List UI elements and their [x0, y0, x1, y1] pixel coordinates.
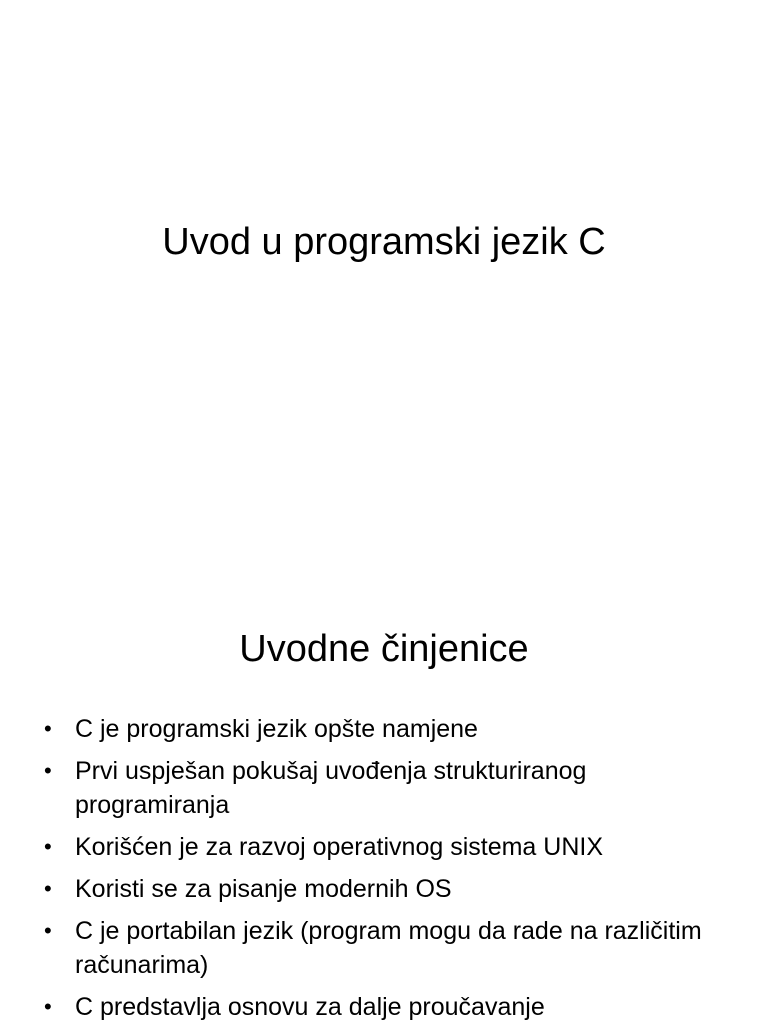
- bullet-icon: •: [44, 994, 52, 1019]
- list-item-text: Prvi uspješan pokušaj uvođenja strukturiranog programiranja: [75, 757, 587, 819]
- list-item-text: Korišćen je za razvoj operativnog sistema UNIX: [75, 833, 604, 861]
- list-item-text: C je programski jezik opšte namjene: [75, 715, 478, 743]
- list-item: [44, 830, 744, 864]
- list-item: [44, 712, 744, 746]
- list-item-text: C je portabilan jezik (program mogu da rade na različitim računarima): [75, 917, 702, 979]
- bullet-icon: •: [44, 876, 52, 901]
- slide-intro-facts: [0, 576, 768, 1024]
- bullet-icon: •: [44, 716, 52, 741]
- bullet-icon: •: [44, 758, 52, 783]
- slide-heading: Uvodne činjenice: [239, 628, 529, 670]
- list-item: [44, 990, 744, 1024]
- list-item: [44, 754, 744, 822]
- bullet-list: [44, 712, 744, 1024]
- bullet-icon: •: [44, 918, 52, 943]
- bullet-icon: •: [44, 834, 52, 859]
- list-item: [44, 914, 744, 982]
- list-item: [44, 872, 744, 906]
- slide-title-heading: Uvod u programski jezik C: [162, 221, 606, 263]
- list-item-text: C predstavlja osnovu za dalje proučavanje: [75, 993, 545, 1021]
- list-item-text: Koristi se za pisanje modernih OS: [75, 875, 452, 903]
